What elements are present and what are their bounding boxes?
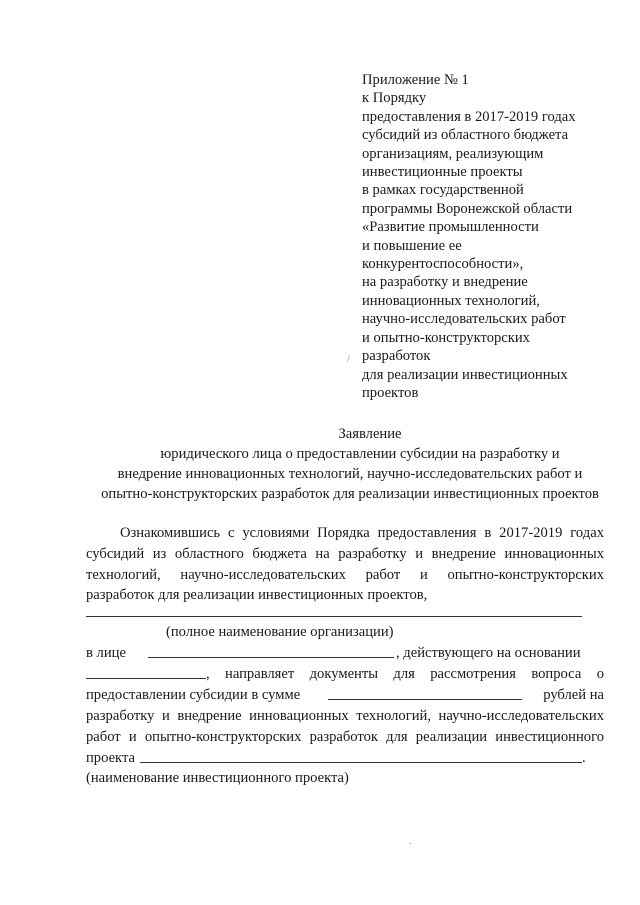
appendix-line: разработок: [362, 348, 431, 365]
body-line-l6a: в лице: [86, 645, 126, 661]
title-line: внедрение инновационных технологий, научно-исследовательских работ и: [117, 466, 583, 482]
appendix-line: и повышение ее: [362, 237, 462, 254]
appendix-line: к Порядку: [362, 90, 427, 107]
body-line-l8b: рублей на: [543, 687, 604, 703]
appendix-line: на разработку и внедрение: [362, 274, 528, 291]
body-line: технологий, научно-исследовательских работ и опытно-конструкторских: [86, 567, 604, 583]
basis-field[interactable]: [86, 678, 206, 679]
body-line-l7b: , направляет документы для рассмотрения вопроса о: [206, 666, 604, 682]
org-name-caption: (полное наименование организации): [166, 624, 394, 640]
document-title: [80, 424, 620, 504]
appendix-line: программы Воронежской области: [362, 200, 573, 217]
subsidy-amount-field[interactable]: [328, 699, 522, 700]
project-name-caption: (наименование инвестиционного проекта): [86, 770, 349, 786]
appendix-block: [362, 71, 632, 402]
body-line: разработку и внедрение инновационных технологий, научно-исследовательских: [86, 708, 604, 724]
body-line-l11b: .: [582, 750, 586, 766]
title-line: юридического лица о предоставлении субсидии на разработку и: [160, 446, 560, 462]
body-line: Ознакомившись с условиями Порядка предоставления в 2017-2019 годах: [120, 525, 604, 541]
body-line-l11a: проекта: [86, 750, 135, 766]
appendix-line: и опытно-конструкторских: [362, 329, 530, 346]
scan-speck: .: [409, 836, 412, 847]
appendix-line: Приложение № 1: [362, 72, 469, 88]
body-line: работ и опытно-конструкторских разработок для реализации инвестиционного: [86, 729, 604, 745]
appendix-line: конкурентоспособности»,: [362, 256, 524, 273]
body-line-l6b: , действующего на основании: [396, 645, 581, 661]
scan-speck: /: [347, 354, 350, 365]
appendix-line: «Развитие промышленности: [362, 219, 539, 236]
appendix-line: инвестиционные проекты: [362, 164, 523, 181]
title-line: опытно-конструкторских разработок для реализации инвестиционных проектов: [101, 486, 599, 502]
org-name-field[interactable]: [86, 616, 582, 617]
appendix-line: проектов: [362, 384, 419, 401]
appendix-line: организациям, реализующим: [362, 145, 544, 162]
appendix-line: предоставления в 2017-2019 годах: [362, 108, 576, 125]
body-line-l8a: предоставлении субсидии в сумме: [86, 687, 301, 703]
appendix-line: инновационных технологий,: [362, 292, 540, 309]
project-name-field[interactable]: [140, 762, 582, 763]
appendix-line: субсидий из областного бюджета: [362, 127, 569, 144]
representative-field[interactable]: [148, 657, 394, 658]
title-heading: Заявление: [338, 426, 402, 442]
body-line: разработок для реализации инвестиционных проектов,: [86, 587, 428, 603]
body-line: субсидий из областного бюджета на разработку и внедрение инновационных: [86, 546, 604, 562]
appendix-line: в рамках государственной: [362, 182, 524, 199]
appendix-line: научно-исследовательских работ: [362, 311, 566, 328]
appendix-line: для реализации инвестиционных: [362, 366, 568, 383]
